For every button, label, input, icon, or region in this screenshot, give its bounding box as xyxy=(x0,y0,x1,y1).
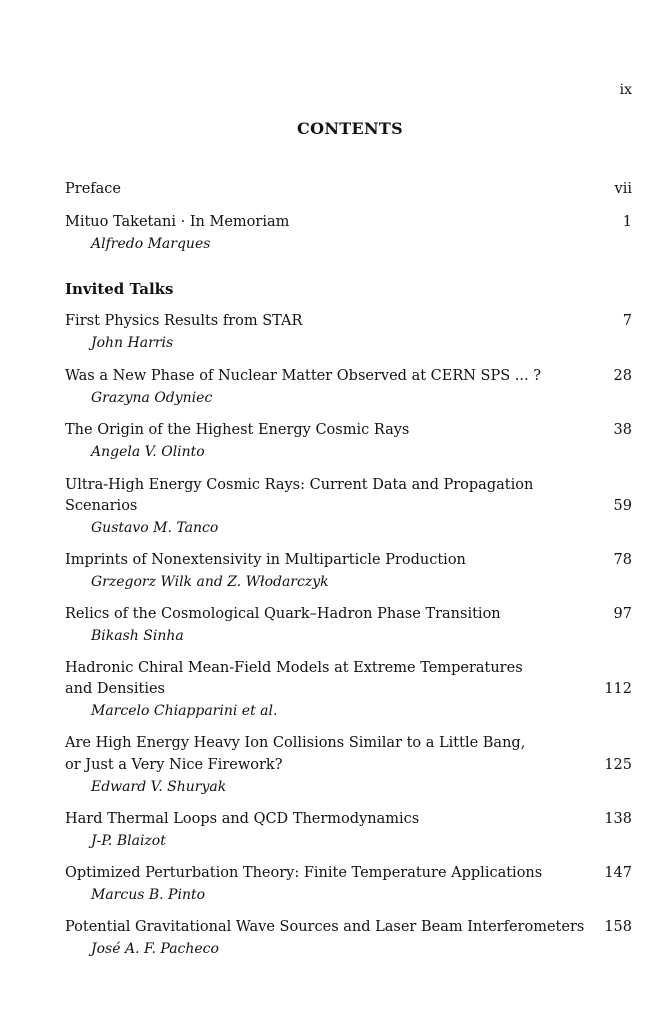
entry-title: Was a New Phase of Nuclear Matter Observed at CERN SPS ... ? xyxy=(65,368,541,384)
entry-page: 147 xyxy=(604,865,632,881)
entry-author: Alfredo Marques xyxy=(91,236,211,252)
entry-author: Edward V. Shuryak xyxy=(91,779,227,795)
entry-title-cont: or Just a Very Nice Firework? xyxy=(65,757,283,773)
entry-page: 138 xyxy=(604,811,632,827)
entry-page: 97 xyxy=(613,606,632,622)
entry-title: Are High Energy Heavy Ion Collisions Similar to a Little Bang, xyxy=(65,735,526,751)
entry-page: vii xyxy=(614,181,632,197)
entry-title: Mituo Taketani · In Memoriam xyxy=(65,214,290,230)
entry-title: Potential Gravitational Wave Sources and Laser Beam Interferometers xyxy=(65,919,585,935)
entry-page: 112 xyxy=(604,681,632,697)
entry-author: Angela V. Olinto xyxy=(91,444,205,460)
entry-page: 78 xyxy=(613,552,632,568)
entry-title: Optimized Perturbation Theory: Finite Temperature Applications xyxy=(65,865,543,881)
entry-author: Gustavo M. Tanco xyxy=(91,520,219,536)
entry-title: Hadronic Chiral Mean-Field Models at Extreme Temperatures xyxy=(65,660,523,676)
contents-title: CONTENTS xyxy=(297,119,403,138)
entry-author: Bikash Sinha xyxy=(91,628,184,644)
entry-author: J-P. Blaizot xyxy=(91,833,166,849)
entry-author: Marcus B. Pinto xyxy=(91,887,206,903)
entry-title: Hard Thermal Loops and QCD Thermodynamics xyxy=(65,811,420,827)
entry-page: 125 xyxy=(604,757,632,773)
entry-title: Relics of the Cosmological Quark–Hadron Phase Transition xyxy=(65,606,501,622)
entry-page: 7 xyxy=(622,313,632,329)
page-number: ix xyxy=(619,82,632,98)
entry-title-cont: and Densities xyxy=(65,681,165,697)
entry-title: First Physics Results from STAR xyxy=(65,313,303,329)
entry-author: Grzegorz Wilk and Z. Włodarczyk xyxy=(91,574,329,590)
entry-page: 38 xyxy=(613,422,632,438)
entry-page: 158 xyxy=(604,919,632,935)
entry-author: Grazyna Odyniec xyxy=(91,390,213,406)
entry-author: José A. F. Pacheco xyxy=(91,941,219,957)
entry-page: 28 xyxy=(613,368,632,384)
entry-page: 1 xyxy=(622,214,632,230)
entry-title: The Origin of the Highest Energy Cosmic Rays xyxy=(65,422,410,438)
entry-title: Ultra-High Energy Cosmic Rays: Current Data and Propagation xyxy=(65,477,534,493)
entry-author: Marcelo Chiapparini et al. xyxy=(91,703,278,719)
entry-author: John Harris xyxy=(91,335,174,351)
section-heading: Invited Talks xyxy=(65,280,174,298)
entry-title: Imprints of Nonextensivity in Multiparticle Production xyxy=(65,552,466,568)
entry-title: Preface xyxy=(65,181,121,197)
entry-title-cont: Scenarios xyxy=(65,498,138,514)
entry-page: 59 xyxy=(613,498,632,514)
